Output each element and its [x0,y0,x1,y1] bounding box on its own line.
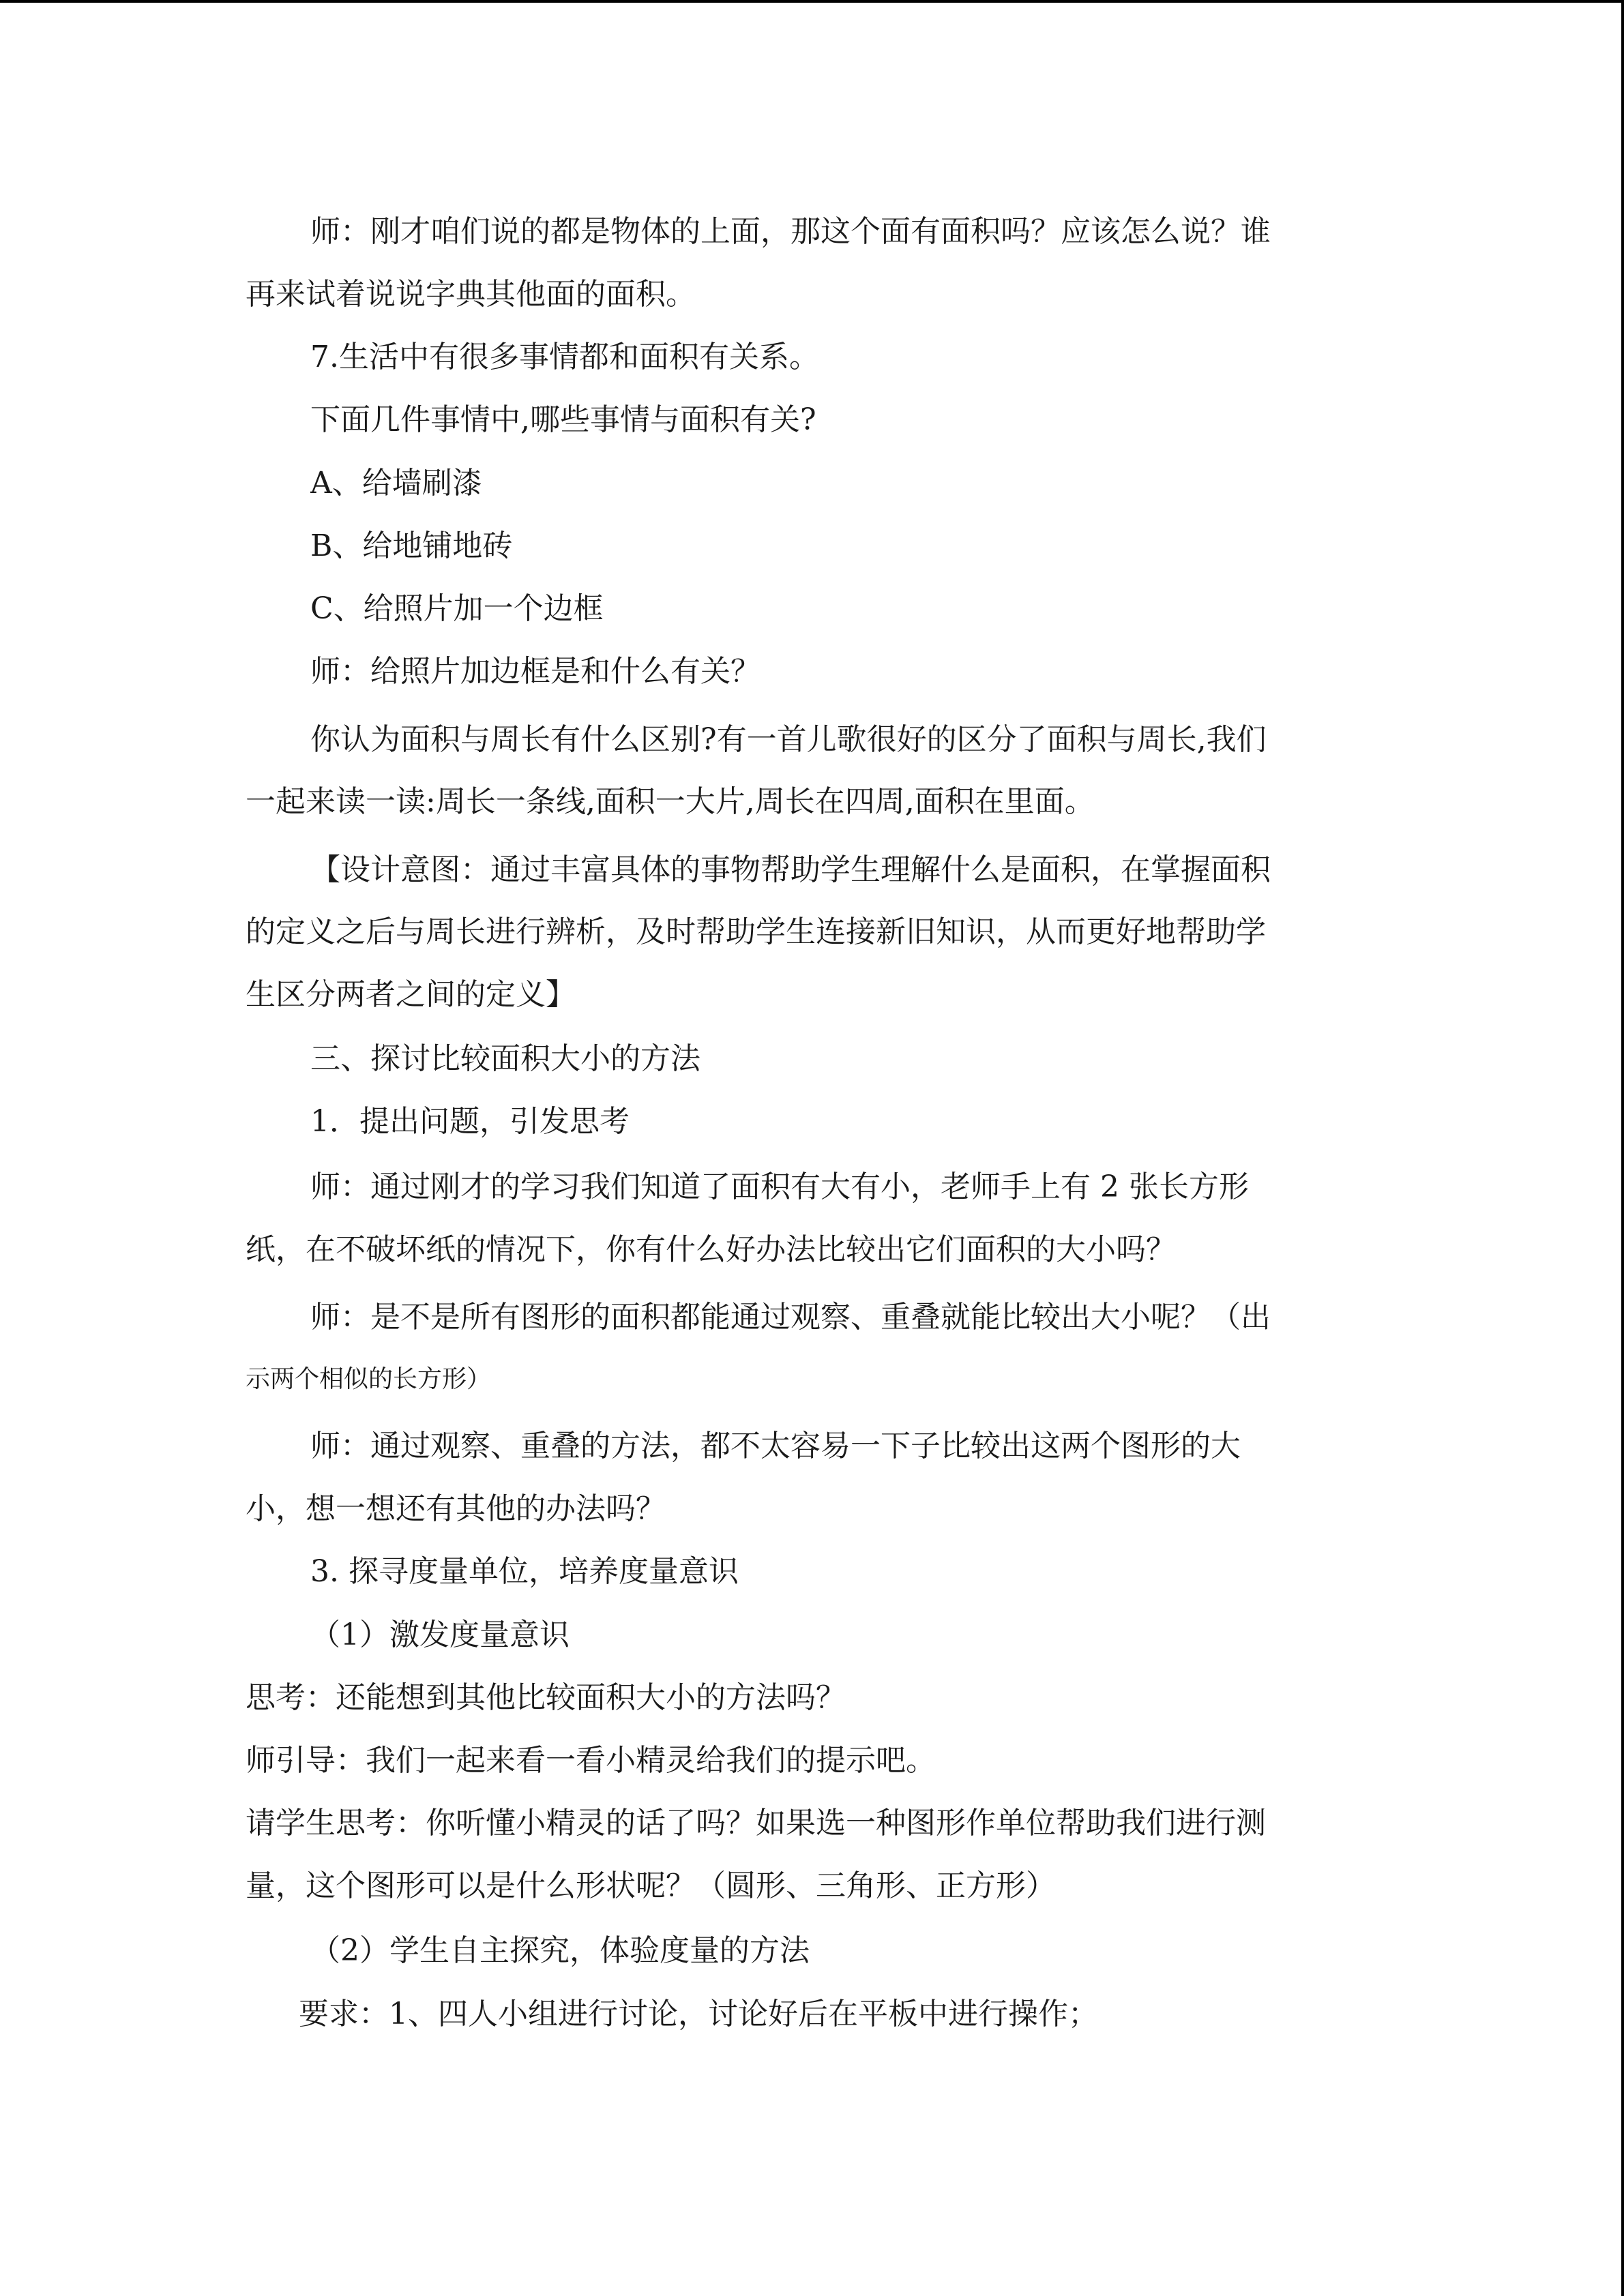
paragraph-line: 师：给照片加边框是和什么有关？ [310,654,761,689]
subsection-heading: （1）激发度量意识 [310,1617,570,1652]
paragraph-line: B、给地铺地砖 [310,528,513,563]
paragraph-line: 师：是不是所有图形的面积都能通过观察、重叠就能比较出大小呢？（出 [310,1300,1271,1335]
paragraph-line: 思考：还能想到其他比较面积大小的方法吗？ [246,1680,846,1715]
paragraph-line: 师：通过观察、重叠的方法，都不太容易一下子比较出这两个图形的大 [310,1429,1241,1463]
subsection-heading: 1．提出问题，引发思考 [310,1104,630,1139]
paragraph-line: 你认为面积与周长有什么区别?有一首儿歌很好的区分了面积与周长,我们 [310,722,1267,757]
paragraph-line: 师引导：我们一起来看一看小精灵给我们的提示吧。 [246,1743,936,1778]
paragraph-line: 师：通过刚才的学习我们知道了面积有大有小，老师手上有 2 张长方形 [310,1169,1249,1204]
paragraph-line: 生区分两者之间的定义】 [246,977,576,1012]
section-heading: 三、探讨比较面积大小的方法 [310,1041,700,1076]
subsection-heading: （2）学生自主探究，体验度量的方法 [310,1933,810,1968]
paragraph-line: 再来试着说说字典其他面的面积。 [246,277,696,312]
paragraph-line: 一起来读一读:周长一条线,面积一大片,周长在四周,面积在里面。 [246,784,1095,819]
paragraph-line: A、给墙刷漆 [310,466,482,501]
paragraph-line: 量，这个图形可以是什么形状呢？（圆形、三角形、正方形） [246,1868,1056,1903]
paragraph-line: 纸，在不破坏纸的情况下，你有什么好办法比较出它们面积的大小吗？ [246,1232,1176,1267]
paragraph-line: 下面几件事情中,哪些事情与面积有关? [310,402,816,437]
paragraph-line: 要求：1、四人小组进行讨论，讨论好后在平板中进行操作； [299,1997,1098,2031]
paragraph-line: 请学生思考：你听懂小精灵的话了吗？如果选一种图形作单位帮助我们进行测 [246,1806,1266,1840]
paragraph-line: 师：刚才咱们说的都是物体的上面，那这个面有面积吗？应该怎么说？谁 [310,214,1271,249]
paragraph-line: 的定义之后与周长进行辨析，及时帮助学生连接新旧知识，从而更好地帮助学 [246,914,1266,949]
paragraph-line: 【设计意图：通过丰富具体的事物帮助学生理解什么是面积，在掌握面积 [310,852,1271,887]
subsection-heading: 3. 探寻度量单位，培养度量意识 [310,1554,739,1589]
paragraph-line: C、给照片加一个边框 [310,591,604,626]
paragraph-line: 7.生活中有很多事情都和面积有关系。 [310,340,819,374]
paragraph-line: 小，想一想还有其他的办法吗？ [246,1491,666,1526]
paragraph-line: 示两个相似的长方形） [246,1365,492,1393]
